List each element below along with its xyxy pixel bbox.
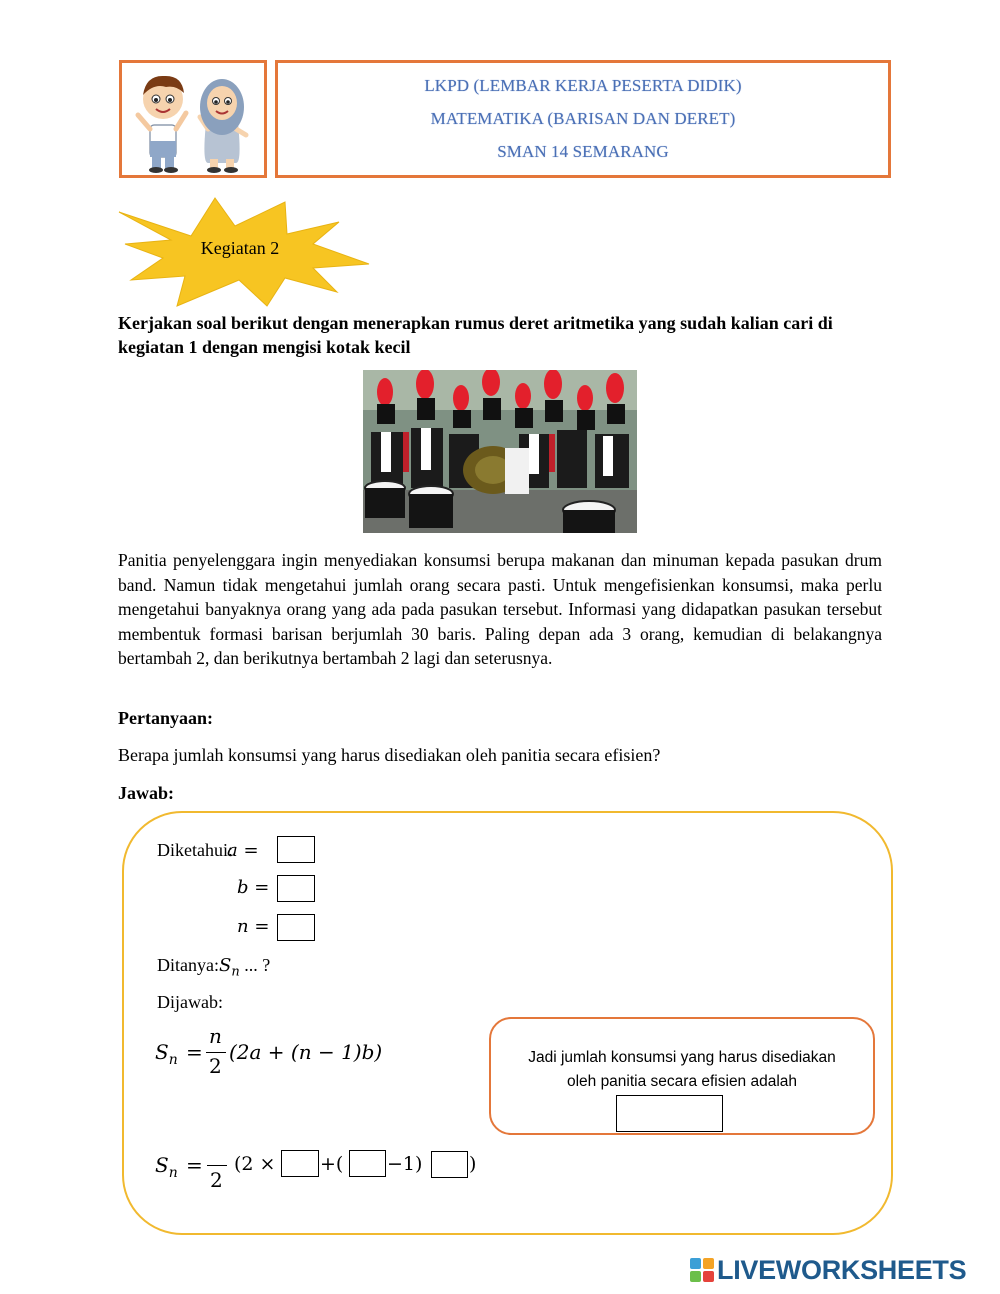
problem-paragraph: Panitia penyelenggara ingin menyediakan konsumsi berupa makanan dan minuman kepada pasukan drum band. Namun tidak mengetahui jumlah orang secara pasti. Untuk mengefisienkan konsumsi, maka perlu mengetahui banyaknya orang yang ada pada pasukan tersebut. Informasi yang didapatkan pasukan tersebut membentuk formasi barisan berjumlah 30 baris. Paling depan ada 3 orang, kemudian di belakangnya bertambah 2, dan berikutnya bertambah 2 lagi dan seterusnya.	[118, 550, 882, 668]
known-label: Diketahui:	[157, 840, 233, 860]
sub-formula-close: )	[469, 1153, 477, 1175]
asked-row	[157, 955, 270, 980]
girl-figure	[200, 79, 246, 173]
asked-expression: S	[218, 955, 232, 976]
title-box	[275, 60, 891, 178]
var-n-label: n =	[237, 916, 270, 937]
formula-s: S	[155, 1040, 169, 1064]
formula-fraction-bar	[206, 1052, 226, 1053]
sub-fraction-bar	[207, 1165, 227, 1166]
formula-subscript: n	[168, 1052, 178, 1068]
input-sub-b-box[interactable]	[431, 1151, 468, 1178]
question-text: Berapa jumlah konsumsi yang harus disediakan oleh panitia secara efisien?	[118, 745, 661, 765]
sub-formula-s: S	[155, 1153, 169, 1177]
worksheet-title: LKPD (LEMBAR KERJA PESERTA DIDIK)	[424, 75, 742, 95]
input-n-box[interactable]	[277, 914, 315, 941]
formula-equals: =	[186, 1040, 203, 1064]
subject-title: MATEMATIKA (BARISAN DAN DERET)	[430, 108, 736, 128]
formula-denominator: 2	[209, 1054, 222, 1078]
answer-label: Jawab:	[118, 783, 175, 803]
sub-formula-plus: +(	[320, 1153, 344, 1175]
input-sub-a-box[interactable]	[281, 1150, 319, 1177]
brand-wordmark: LIVEWORKSHEETS	[717, 1254, 967, 1285]
input-b-box[interactable]	[277, 875, 315, 902]
instruction-text: Kerjakan soal berikut dengan menerapkan rumus deret aritmetika yang sudah kalian cari di kegiatan 1 dengan mengisi kotak kecil	[118, 313, 833, 357]
result-text	[500, 1046, 864, 1094]
sub-formula-subscript: n	[168, 1165, 178, 1181]
result-line-1: Jadi jumlah konsumsi yang harus disediakan	[528, 1049, 836, 1066]
logo-box	[119, 60, 267, 178]
result-line-2: oleh panitia secara efisien adalah	[566, 1073, 798, 1090]
question-label: Pertanyaan:	[118, 708, 213, 728]
sub-formula-denominator: 2	[210, 1168, 223, 1192]
drum-band-photo	[363, 370, 637, 533]
liveworksheets-brand	[690, 1254, 966, 1286]
asked-subscript: n	[231, 964, 240, 980]
boy-figure	[138, 76, 186, 173]
sub-formula-equals: =	[186, 1153, 203, 1177]
students-illustration	[122, 63, 264, 175]
input-sub-n-box[interactable]	[349, 1150, 386, 1177]
var-a-label: a =	[227, 840, 259, 861]
input-a-box[interactable]	[277, 836, 315, 863]
asked-label: Ditanya:	[157, 955, 219, 975]
activity-label: Kegiatan 2	[200, 238, 280, 258]
school-name: SMAN 14 SEMARANG	[497, 142, 669, 162]
formula-lhs	[155, 1040, 178, 1068]
asked-suffix: ... ?	[239, 955, 271, 975]
formula-rhs: (2a + (n − 1)b)	[229, 1040, 383, 1064]
formula-numerator: n	[209, 1024, 222, 1048]
sub-formula-open: (2 ×	[234, 1153, 276, 1175]
var-b-label: b =	[237, 877, 270, 898]
liveworksheets-logo-icon	[690, 1258, 714, 1282]
answered-label: Dijawab:	[157, 992, 223, 1012]
sub-formula-minus: −1)	[387, 1153, 423, 1175]
sub-formula-lhs	[155, 1153, 178, 1181]
result-input-box[interactable]	[616, 1095, 723, 1132]
